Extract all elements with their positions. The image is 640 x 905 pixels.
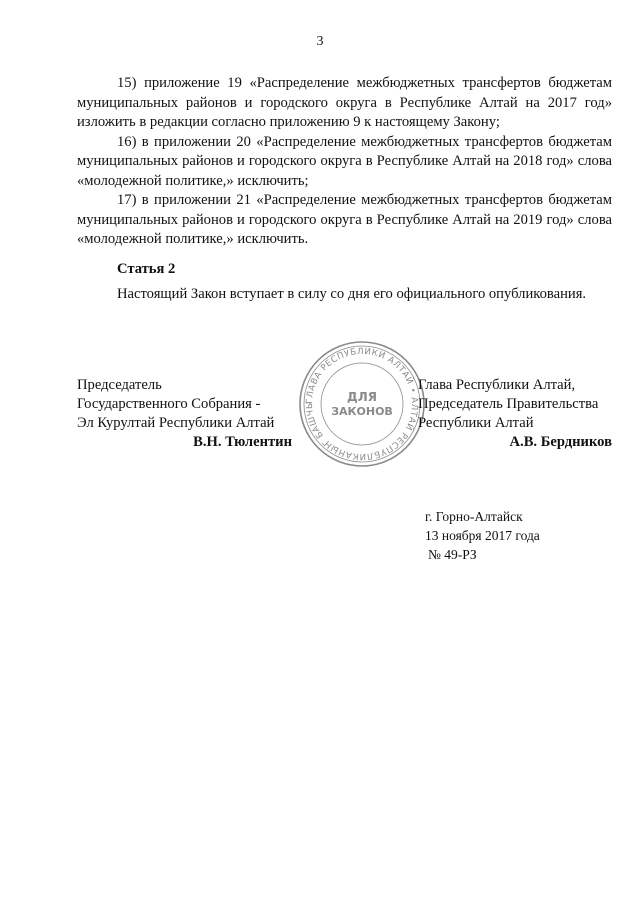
- right-signatory-name: А.В. Бердников: [509, 434, 612, 450]
- place-date-block: [425, 507, 540, 564]
- left-title-line1: Председатель: [77, 377, 162, 393]
- page-number: 3: [316, 34, 324, 49]
- right-title-line3: Республики Алтай: [418, 415, 534, 431]
- stamp-center-line2: ЗАКОНОВ: [331, 405, 393, 418]
- city: г. Горно-Алтайск: [425, 509, 523, 524]
- paragraph-item-16: 16) в приложении 20 «Распределение межбюджетных трансфертов бюджетам муниципальных районов и городского округа в Республике Алтай на 2018 год» слова «молодежной политике,» исключить;: [77, 133, 612, 189]
- date: 13 ноября 2017 года: [425, 528, 540, 543]
- signature-block-left: [77, 376, 302, 452]
- stamp-center-line1: ДЛЯ: [347, 390, 377, 404]
- article-text: Настоящий Закон вступает в силу со дня его официального опубликования.: [117, 286, 587, 302]
- signature-block-right: [418, 376, 618, 452]
- paragraph-item-17: 17) в приложении 21 «Распределение межбюджетных трансфертов бюджетам муниципальных районов и городского округа в Республике Алтай на 2019 год» слова «молодежной политике,» исключить.: [77, 192, 612, 247]
- official-stamp: [298, 340, 426, 468]
- right-title-line1: Глава Республики Алтай,: [418, 377, 576, 393]
- article-title: Статья 2: [117, 260, 176, 277]
- left-title-line2: Государственного Собрания -: [77, 396, 261, 412]
- stamp-graphic: [298, 340, 426, 468]
- left-title-line3: Эл Курултай Республики Алтай: [77, 415, 275, 431]
- stamp-outer-text: ГЛАВА РЕСПУБЛИКИ АЛТАЙ • АЛТАЙ РЕСПУБЛИКАНЫҤ БАШЧЫ: [304, 346, 420, 462]
- paragraph-item-15: 15) приложение 19 «Распределение межбюджетных трансфертов бюджетам муниципальных районов и городского округа в Республике Алтай на 2017 год» изложить в редакции согласно приложению 9 к настоящему Закону;: [77, 75, 612, 130]
- document-body: [77, 74, 612, 305]
- left-signatory-name: В.Н. Тюлентин: [193, 434, 292, 450]
- law-number: № 49-РЗ: [428, 547, 477, 562]
- right-title-line2: Председатель Правительства: [418, 396, 599, 412]
